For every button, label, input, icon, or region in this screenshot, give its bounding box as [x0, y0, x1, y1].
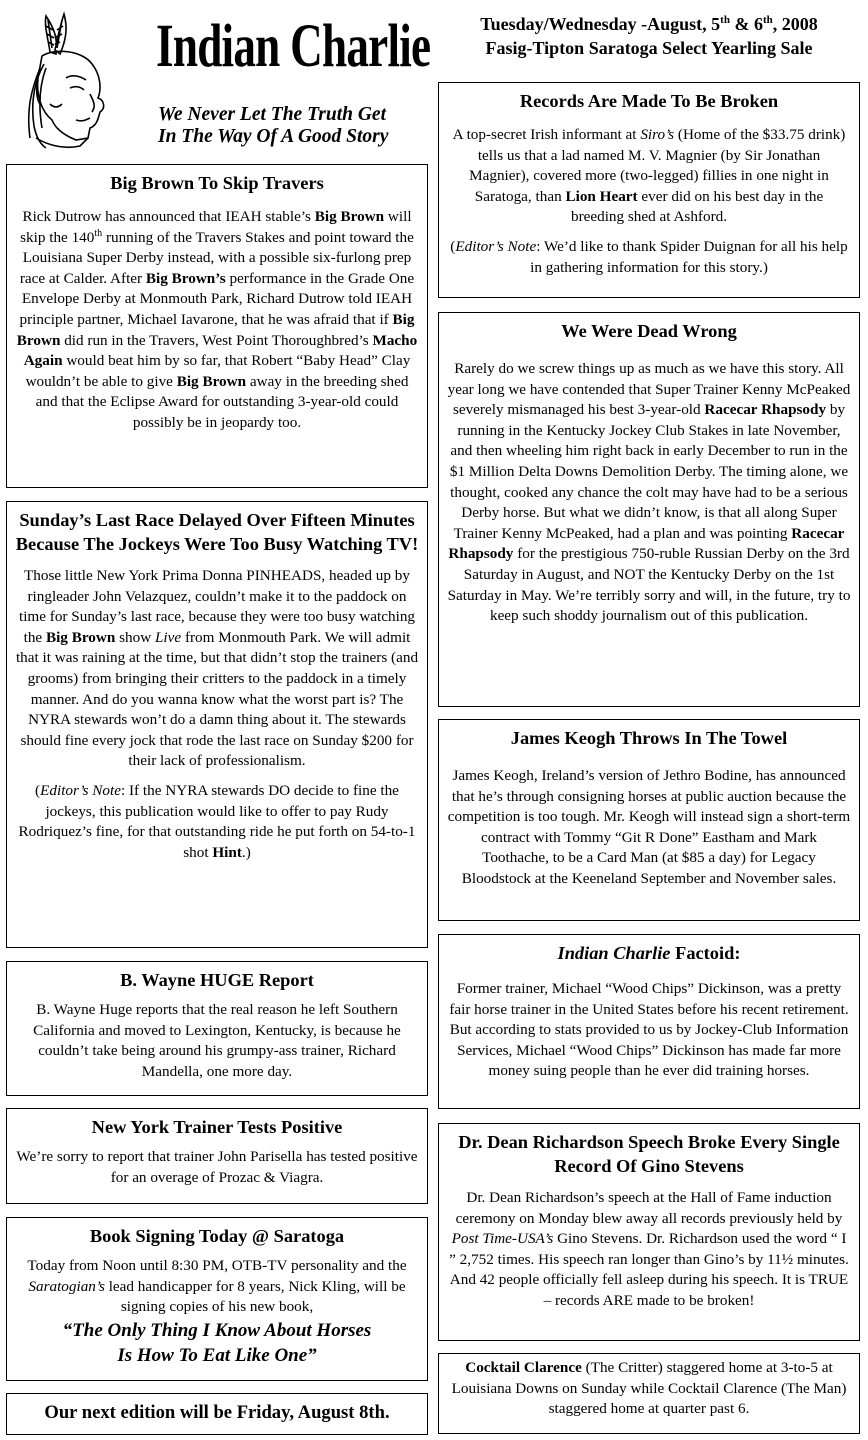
- article-title: Big Brown To Skip Travers: [110, 173, 324, 193]
- article-cocktail-clarence: [438, 1353, 860, 1434]
- article-records: [438, 82, 860, 298]
- editors-note: (Editor’s Note: We’d like to thank Spider Duignan for all his help in gathering information for this story.): [450, 237, 848, 276]
- indian-head-logo: [6, 8, 156, 156]
- article-body: A top-secret Irish informant at Siro’s (Home of the $33.75 drink) tells us that a lad named M. V. Magnier (by Sir Jonathan Magnier), covered more (two-legged) fillies in one night in Saratoga, than Lion Heart ever did on his best day in the breeding shed at Ashford.: [452, 126, 846, 226]
- article-title: We Were Dead Wrong: [561, 321, 737, 341]
- tagline-line-2: In The Way Of A Good Story: [158, 126, 389, 147]
- article-sunday-last-race: [6, 501, 428, 948]
- article-wayne-huge: [6, 961, 428, 1096]
- article-title: Records Are Made To Be Broken: [519, 91, 779, 111]
- article-body: Rarely do we screw things up as much as we have this story. All year long we have contended that Super Trainer Kenny McPeaked severely mismanaged his best 3-year-old Racecar Rhapsody by running in the Kentucky Jockey Club Stakes in late November, and then wheeling him right back in early December to run in the $1 Million Delta Downs Demolition Derby. The timing alone, we thought, cooked any chance the colt may have had to be a serious Derby horse. But what we didn’t know, is that all along Super Trainer Kenny McPeaked, had a plan and was pointing Racecar Rhapsody for the prestigious 750-ruble Russian Derby on the 3rd Saturday in August, and NOT the Kentucky Derby on the 1st Saturday in May. We’re terribly sorry and will, in the future, try to keep such shoddy journalism out of this publication.: [447, 360, 851, 625]
- masthead-title: Indian Charlie: [156, 13, 431, 80]
- next-edition-notice: [6, 1393, 428, 1435]
- article-title: Indian Charlie Factoid:: [557, 943, 741, 963]
- issue-date: Tuesday/Wednesday -August, 5th & 6th, 2008: [480, 14, 818, 34]
- article-body: Those little New York Prima Donna PINHEADS, headed up by ringleader John Velazquez, couldn’t make it to the paddock on time for Sunday’s last race, because they were too busy watching the Big Brown show Live from Monmouth Park. We will admit that it was raining at the time, but that didn’t stop the trainers (and grooms) from bringing their critters to the paddock in a timely manner. And do you wanna know what the worst part is? The NYRA stewards won’t do a damn thing about it. The stewards should fine every jock that rode the last race on Sunday $200 for their lack of professionalism.: [15, 567, 419, 770]
- masthead-tagline: [158, 104, 388, 148]
- article-body: B. Wayne Huge reports that the real reason he left Southern California and moved to Lexington, Kentucky, is because he couldn’t take being around his grumpy-ass trainer, Richard Mandella, one more day.: [33, 1001, 401, 1080]
- book-title-line-2: Is How To Eat Like One”: [117, 1344, 317, 1366]
- article-title: Sunday’s Last Race Delayed Over Fifteen Minutes Because The Jockeys Were Too Busy Watching TV!: [15, 510, 419, 554]
- article-body: Former trainer, Michael “Wood Chips” Dickinson, was a pretty fair horse trainer in the United States before his recent retirement. But according to stats provided to us by Jockey-Club Information Services, Michael “Wood Chips” Dickinson has made far more money suing people than he ever did training horses.: [449, 980, 849, 1080]
- article-ny-trainer: [6, 1108, 428, 1204]
- editors-note: (Editor’s Note: If the NYRA stewards DO decide to fine the jockeys, this publication would like to offer to pay Rudy Rodriquez’s fine, for that outstanding ride he put forth on 54-to-1 shot Hint.): [18, 781, 416, 861]
- article-title: New York Trainer Tests Positive: [91, 1117, 343, 1137]
- sale-name: Fasig-Tipton Saratoga Select Yearling Sale: [485, 38, 813, 58]
- article-keogh: [438, 719, 860, 921]
- article-body: James Keogh, Ireland’s version of Jethro Bodine, has announced that he’s through consigning horses at public auction because the competition is too tough. Mr. Keogh will instead sign a short-term contract with Tommy “Git R Done” Eastham and Mark Toothache, to be a Card Man (at $85 a day) for Legacy Bloodstock at the Keeneland September and November sales.: [447, 767, 851, 887]
- tagline-line-1: We Never Let The Truth Get: [158, 104, 386, 125]
- article-title: Book Signing Today @ Saratoga: [89, 1226, 345, 1246]
- article-body: Rick Dutrow has announced that IEAH stable’s Big Brown will skip the 140th running of the Travers Stakes and point toward the Louisiana Super Derby instead, with a possible six-furlong prep race at Calder. After Big Brown’s performance in the Grade One Envelope Derby at Monmouth Park, Richard Dutrow told IEAH principle partner, Michael Iavarone, that he was afraid that if Big Brown did run in the Travers, West Point Thoroughbred’s Macho Again would beat him by so far, that Robert “Baby Head” Clay wouldn’t be able to give Big Brown away in the breeding shed and that the Eclipse Award for outstanding 3-year-old could possibly be in jeopardy too.: [16, 208, 418, 431]
- article-body: Cocktail Clarence (The Critter) staggered home at 3-to-5 at Louisiana Downs on Sunday while Cocktail Clarence (The Man) staggered home at quarter past 6.: [451, 1359, 847, 1418]
- book-title-line-1: “The Only Thing I Know About Horses: [62, 1319, 372, 1341]
- article-title: B. Wayne HUGE Report: [120, 970, 314, 990]
- article-title: Dr. Dean Richardson Speech Broke Every Single Record Of Gino Stevens: [458, 1132, 840, 1176]
- article-dead-wrong: [438, 312, 860, 707]
- article-big-brown: [6, 164, 428, 488]
- article-body: Today from Noon until 8:30 PM, OTB-TV personality and the Saratogian’s lead handicapper for 8 years, Nick Kling, will be signing copies of his new book,: [27, 1257, 407, 1316]
- article-book-signing: [6, 1217, 428, 1381]
- article-factoid: [438, 934, 860, 1109]
- article-body: Dr. Dean Richardson’s speech at the Hall of Fame induction ceremony on Monday blew away all records previously held by Post Time-USA’s Gino Stevens. Dr. Richardson used the word “ I ” 2,752 times. His speech ran longer than Gino’s by 11½ minutes. And 42 people officially fell asleep during his speech. It is TRUE – records ARE made to be broken!: [449, 1189, 849, 1309]
- dateline: [438, 12, 860, 60]
- article-title: James Keogh Throws In The Towel: [510, 728, 788, 748]
- next-edition-text: Our next edition will be Friday, August 8th.: [44, 1402, 390, 1423]
- article-body: We’re sorry to report that trainer John Parisella has tested positive for an overage of Prozac & Viagra.: [16, 1148, 418, 1186]
- article-richardson: [438, 1123, 860, 1341]
